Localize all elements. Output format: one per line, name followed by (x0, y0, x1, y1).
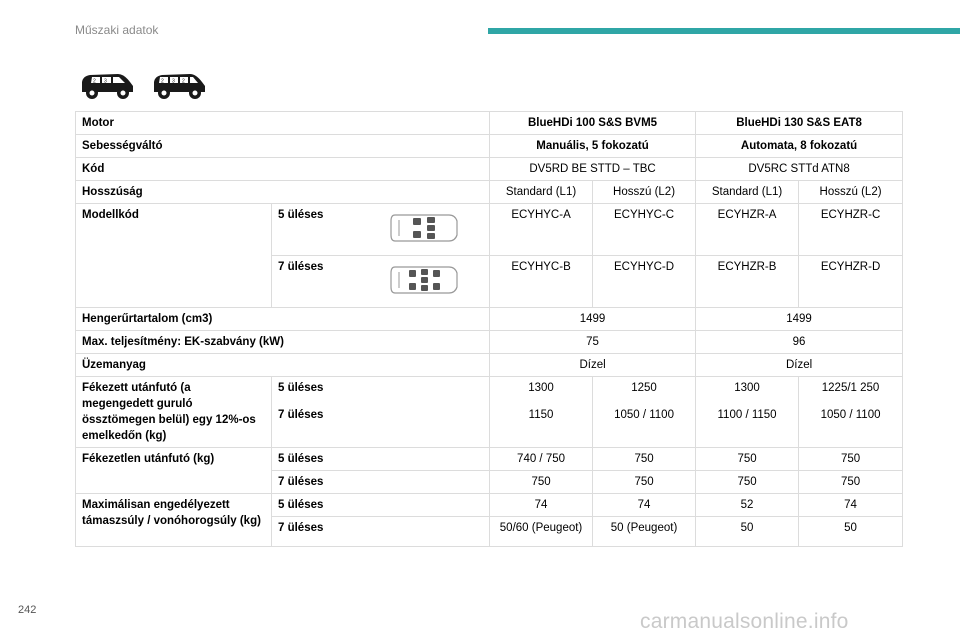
unbraked-value: 750 (696, 471, 799, 494)
unbraked-value: 750 (799, 471, 903, 494)
displacement-2: 1499 (696, 308, 903, 331)
model-code: ECYHYC-A (490, 204, 593, 256)
fuel-1: Dízel (490, 354, 696, 377)
seats-7-label: 7 üléses (272, 517, 490, 547)
seat-layout-7-icon (389, 263, 459, 297)
model-code: ECYHYC-D (593, 256, 696, 308)
displacement-1: 1499 (490, 308, 696, 331)
fuel-label: Üzemanyag (76, 354, 490, 377)
noseweight-value: 52 (696, 494, 799, 517)
length-label: Hosszúság (76, 181, 490, 204)
length-value: Hosszú (L2) (799, 181, 903, 204)
gearbox-2: Automata, 8 fokozatú (696, 135, 903, 158)
unbraked-value: 740 / 750 (490, 448, 593, 471)
row-noseweight-5 (76, 494, 903, 517)
svg-text:2: 2 (182, 78, 185, 85)
seat-layout-7-cell (359, 256, 490, 308)
row-gearbox (76, 135, 903, 158)
engine-1: BlueHDi 100 S&S BVM5 (490, 112, 696, 135)
row-displacement (76, 308, 903, 331)
code-1: DV5RD BE STTD – TBC (490, 158, 696, 181)
svg-text:2: 2 (93, 78, 96, 85)
seat-layout-5-icon (389, 211, 459, 245)
power-1: 75 (490, 331, 696, 354)
length-value: Hosszú (L2) (593, 181, 696, 204)
watermark: carmanualsonline.info (640, 610, 849, 633)
row-code (76, 158, 903, 181)
seats-7-label: 7 üléses (272, 256, 359, 308)
seats-5-label: 5 üléses (272, 204, 359, 256)
row-fuel (76, 354, 903, 377)
unbraked-value: 750 (490, 471, 593, 494)
svg-text:2: 2 (161, 78, 164, 85)
model-code: ECYHYC-C (593, 204, 696, 256)
noseweight-value: 50/60 (Peugeot) (490, 517, 593, 547)
noseweight-value: 74 (799, 494, 903, 517)
row-unbraked-5 (76, 448, 903, 471)
unbraked-value: 750 (593, 471, 696, 494)
seats-5-label: 5 üléses (272, 377, 490, 404)
displacement-label: Hengerűrtartalom (cm3) (76, 308, 490, 331)
braked-value: 1050 / 1100 (799, 404, 903, 448)
seats-7-label: 7 üléses (272, 471, 490, 494)
noseweight-label: Maximálisan engedélyezett támaszsúly / vonóhorogsúly (kg) (76, 494, 272, 547)
braked-value: 1300 (490, 377, 593, 404)
row-power (76, 331, 903, 354)
length-value: Standard (L1) (490, 181, 593, 204)
seats-5-label: 5 üléses (272, 448, 490, 471)
model-code: ECYHZR-C (799, 204, 903, 256)
seat-layout-5-cell (359, 204, 490, 256)
noseweight-value: 50 (Peugeot) (593, 517, 696, 547)
model-code: ECYHZR-A (696, 204, 799, 256)
van-7-seat-icon (150, 70, 208, 102)
braked-value: 1100 / 1150 (696, 404, 799, 448)
unbraked-value: 750 (696, 448, 799, 471)
spec-table (75, 111, 903, 547)
braked-value: 1050 / 1100 (593, 404, 696, 448)
code-label: Kód (76, 158, 490, 181)
seats-5-label: 5 üléses (272, 494, 490, 517)
row-model-5 (76, 204, 903, 256)
noseweight-value: 50 (799, 517, 903, 547)
code-2: DV5RC STTd ATN8 (696, 158, 903, 181)
seats-7-label: 7 üléses (272, 404, 490, 448)
noseweight-value: 74 (593, 494, 696, 517)
model-code: ECYHZR-D (799, 256, 903, 308)
van-5-seat-icon (78, 70, 136, 102)
model-label: Modellkód (76, 204, 272, 308)
braked-value: 1250 (593, 377, 696, 404)
unbraked-value: 750 (593, 448, 696, 471)
power-2: 96 (696, 331, 903, 354)
row-length (76, 181, 903, 204)
model-code: ECYHYC-B (490, 256, 593, 308)
noseweight-value: 74 (490, 494, 593, 517)
fuel-2: Dízel (696, 354, 903, 377)
svg-text:3: 3 (172, 78, 175, 85)
engine-2: BlueHDi 130 S&S EAT8 (696, 112, 903, 135)
header-accent-bar (488, 28, 960, 34)
braked-value: 1225/1 250 (799, 377, 903, 404)
unbraked-label: Fékezetlen utánfutó (kg) (76, 448, 272, 494)
model-code: ECYHZR-B (696, 256, 799, 308)
braked-label: Fékezett utánfutó (a megengedett guruló össztömegen belül) egy 12%-os emelkedőn (kg) (76, 377, 272, 448)
page-number: 242 (18, 604, 37, 616)
row-braked-5 (76, 377, 903, 404)
gearbox-1: Manuális, 5 fokozatú (490, 135, 696, 158)
page-header-title: Műszaki adatok (75, 23, 159, 37)
braked-value: 1300 (696, 377, 799, 404)
row-motor (76, 112, 903, 135)
gearbox-label: Sebességváltó (76, 135, 490, 158)
unbraked-value: 750 (799, 448, 903, 471)
power-label: Max. teljesítmény: EK-szabvány (kW) (76, 331, 490, 354)
svg-text:3: 3 (104, 78, 107, 85)
motor-label: Motor (76, 112, 490, 135)
length-value: Standard (L1) (696, 181, 799, 204)
noseweight-value: 50 (696, 517, 799, 547)
braked-value: 1150 (490, 404, 593, 448)
